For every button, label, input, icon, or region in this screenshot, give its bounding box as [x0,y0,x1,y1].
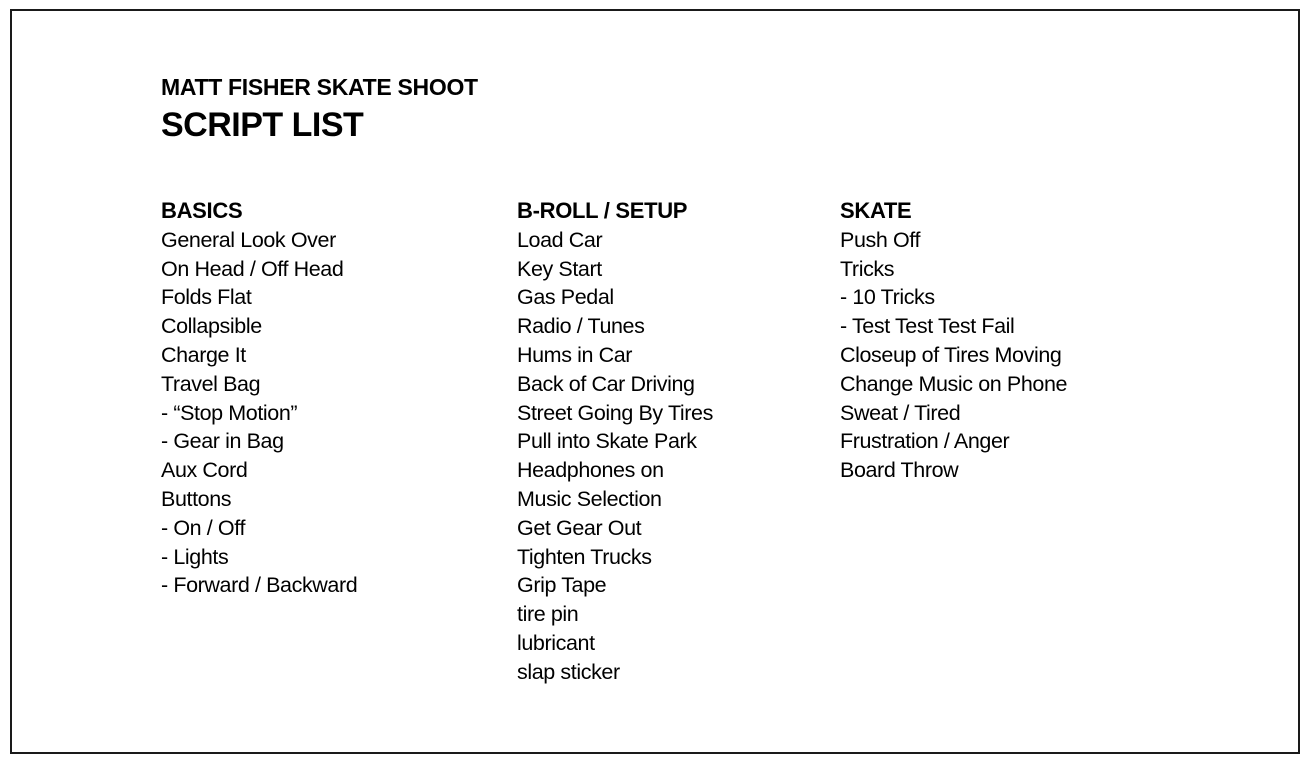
column-basics [161,197,357,600]
list-item: lubricant [517,630,595,655]
list-item: Closeup of Tires Moving [840,342,1062,367]
list-item: Get Gear Out [517,515,642,540]
list-item: Board Throw [840,458,959,483]
list-item: - 10 Tricks [840,285,935,310]
list-item: Collapsible [161,314,262,339]
list-item: Frustration / Anger [840,429,1010,454]
list-item: Sweat / Tired [840,400,961,425]
list-item: General Look Over [161,227,336,252]
list-item: Tighten Trucks [517,544,652,569]
page-title: SCRIPT LIST [161,106,364,144]
list-item: Pull into Skate Park [517,429,697,454]
column-heading: BASICS [161,198,243,223]
list-item: Folds Flat [161,285,252,310]
list-item: Change Music on Phone [840,371,1068,396]
column-heading: B-ROLL / SETUP [517,198,688,223]
list-item: - Lights [161,544,229,569]
script-list [517,226,713,687]
list-item: Aux Cord [161,458,248,483]
script-list [840,226,1067,485]
list-item: Load Car [517,227,603,252]
list-item: tire pin [517,602,579,627]
list-item: - Test Test Test Fail [840,314,1015,339]
list-item: Key Start [517,256,602,281]
list-item: - On / Off [161,515,246,540]
script-list [161,226,357,600]
list-item: Gas Pedal [517,285,614,310]
column-skate [840,197,1067,485]
list-item: Charge It [161,342,246,367]
shoot-name: MATT FISHER SKATE SHOOT [161,74,478,100]
list-item: Buttons [161,486,232,511]
list-item: - Gear in Bag [161,429,284,454]
column-heading: SKATE [840,198,912,223]
list-item: Back of Car Driving [517,371,695,396]
list-item: Radio / Tunes [517,314,645,339]
list-item: - “Stop Motion” [161,400,298,425]
list-item: Push Off [840,227,921,252]
list-item: Music Selection [517,486,662,511]
list-item: Grip Tape [517,573,607,598]
list-item: Tricks [840,256,895,281]
list-item: Street Going By Tires [517,400,713,425]
list-item: Hums in Car [517,342,633,367]
list-item: Headphones on [517,458,664,483]
list-item: Travel Bag [161,371,261,396]
column-b-roll-setup [517,197,713,687]
list-item: On Head / Off Head [161,256,344,281]
list-item: - Forward / Backward [161,573,358,598]
list-item: slap sticker [517,659,620,684]
